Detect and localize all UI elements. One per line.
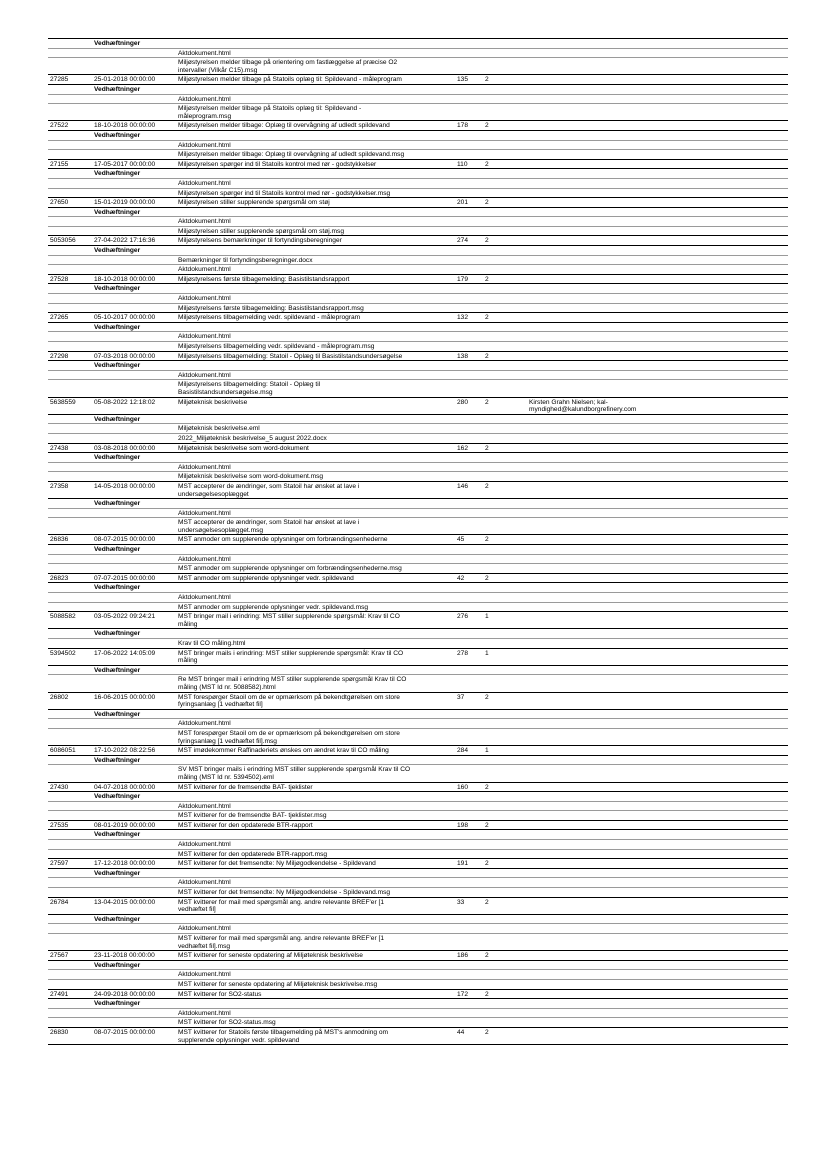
attachment-row	[48, 226, 788, 236]
document-number: 37	[457, 693, 465, 701]
attachment-filename: Miljøteknisk beskrivelse.eml	[178, 425, 260, 433]
attachments-label-row	[48, 791, 788, 801]
table-row	[48, 648, 788, 665]
document-date: 17-12-2018 00:00:00	[94, 860, 156, 868]
attachment-row	[48, 602, 788, 612]
attachment-row	[48, 563, 788, 573]
attachments-label: Vedhæftninger	[94, 546, 141, 554]
attachments-label: Vedhæftninger	[94, 961, 141, 969]
document-title: MST kvitterer for de fremsendte BAT- tjeklister	[178, 783, 313, 791]
attachment-row	[48, 764, 788, 781]
document-title: MST kvitterer for det fremsendte: Ny Miljøgodkendelse - Spildevand	[178, 860, 376, 868]
document-number: 162	[457, 444, 469, 452]
attachment-filename: Miljøteknisk beskrivelse som word-dokument.msg	[178, 473, 324, 481]
attachments-label: Vedhæftninger	[94, 584, 141, 592]
document-number: 132	[457, 314, 469, 322]
document-date: 13-04-2015 00:00:00	[94, 898, 156, 906]
attachments-label-row	[48, 665, 788, 675]
attachments-label: Vedhæftninger	[94, 1000, 141, 1008]
document-date: 07-07-2015 00:00:00	[94, 574, 156, 582]
document-id: 27491	[50, 990, 69, 998]
attachment-count: 2	[485, 860, 489, 868]
attachments-label-row	[48, 829, 788, 839]
document-id: 5053056	[50, 237, 76, 245]
attachment-row	[48, 57, 788, 74]
document-number: 138	[457, 352, 469, 360]
document-id: 27535	[50, 821, 69, 829]
attachment-count: 2	[485, 76, 489, 84]
attachment-filename: Aktdokument.html	[178, 509, 231, 517]
attachment-row	[48, 331, 788, 341]
attachment-row	[48, 103, 788, 120]
document-date: 23-11-2018 00:00:00	[94, 952, 155, 960]
attachment-filename: Aktdokument.html	[178, 95, 231, 103]
attachment-count: 2	[485, 536, 489, 544]
attachments-label-row	[48, 84, 788, 94]
attachments-label-row	[48, 998, 788, 1008]
attachments-label: Vedhæftninger	[94, 630, 141, 638]
document-title: MST bringer mails i erindring: MST stiller supplerende spørgsmål: Krav til CO måling	[178, 649, 404, 665]
attachment-count: 1	[485, 649, 489, 657]
attachment-filename: Krav til CO måling.html	[178, 640, 246, 647]
attachment-filename: MST forespørger Staoil om de er opmærksom på bekendtgørelsen om store fyringsanlæg [1 vedhæftet fil].msg	[178, 729, 400, 745]
attachment-count: 2	[485, 275, 489, 283]
attachment-filename: Aktdokument.html	[178, 141, 231, 149]
document-number: 135	[457, 76, 469, 84]
attachment-filename: Aktdokument.html	[178, 555, 231, 563]
attachment-count: 2	[485, 821, 489, 829]
table-row	[48, 443, 788, 453]
document-id: 26784	[50, 898, 69, 906]
document-number: 186	[457, 952, 469, 960]
document-id: 27155	[50, 160, 69, 168]
attachment-filename: Miljøstyrelsen stiller supplerende spørgsmål om støj.msg	[178, 227, 344, 235]
attachment-count: 2	[485, 693, 489, 701]
attachment-count: 2	[485, 952, 489, 960]
attachment-count: 1	[485, 747, 489, 755]
attachment-filename: Aktdokument.html	[178, 879, 231, 887]
attachments-label-row	[48, 582, 788, 592]
attachments-label: Vedhæftninger	[94, 666, 141, 674]
attachment-row	[48, 979, 788, 989]
attachment-row	[48, 801, 788, 811]
attachment-filename: Aktdokument.html	[178, 179, 231, 187]
document-id: 26823	[50, 574, 69, 582]
attachments-label: Vedhæftninger	[94, 500, 141, 508]
document-date: 04-07-2018 00:00:00	[94, 783, 156, 791]
attachment-row	[48, 188, 788, 198]
attachment-row	[48, 923, 788, 933]
attachment-count: 2	[485, 352, 489, 360]
attachment-row	[48, 839, 788, 849]
attachment-filename: Miljøstyrelsens første tilbagemelding: Basistilstandsrapport.msg	[178, 304, 364, 312]
document-id: 27265	[50, 314, 69, 322]
attachment-filename: MST kvitterer for den opdaterede BTR-rapport.msg	[178, 850, 328, 858]
document-number: 278	[457, 649, 469, 657]
attachment-row	[48, 94, 788, 104]
document-title: Miljøteknisk beskrivelse som word-dokument	[178, 444, 309, 452]
attachments-label: Vedhæftninger	[94, 323, 141, 331]
document-title: Miljøstyrelsen melder tilbage: Oplæg til overvågning af udledt spildevand	[178, 122, 390, 130]
attachment-filename: Aktdokument.html	[178, 295, 231, 303]
attachment-row	[48, 341, 788, 351]
document-date: 18-10-2018 00:00:00	[94, 122, 156, 130]
attachment-count: 2	[485, 160, 489, 168]
attachment-row	[48, 48, 788, 58]
document-date: 24-09-2018 00:00:00	[94, 990, 156, 998]
document-number: 179	[457, 275, 469, 283]
attachment-filename: Miljøstyrelsen melder tilbage: Oplæg til overvågning af udledt spildevand.msg	[178, 151, 405, 159]
attachment-filename: Aktdokument.html	[178, 594, 231, 602]
table-row	[48, 897, 788, 914]
attachment-row	[48, 471, 788, 481]
document-title: MST kvitterer for den opdaterede BTR-rapport	[178, 821, 313, 829]
attachment-row	[48, 508, 788, 518]
attachment-filename: MST anmoder om supplerende oplysninger om forbrændingsenhederne.msg	[178, 565, 402, 573]
attachment-filename: Aktdokument.html	[178, 720, 231, 728]
attachments-label: Vedhæftninger	[94, 793, 141, 801]
attachment-row	[48, 216, 788, 226]
attachment-row	[48, 178, 788, 188]
attachments-label: Vedhæftninger	[94, 362, 141, 370]
document-id: 5088582	[50, 613, 76, 621]
document-title: MST bringer mail i erindring: MST stiller supplerende spørgsmål: Krav til CO måling	[178, 613, 400, 628]
attachment-filename: Miljøstyrelsens tilbagemelding vedr. spildevand - måleprogram.msg	[178, 343, 375, 350]
attachment-row	[48, 264, 788, 274]
attachment-filename: Aktdokument.html	[178, 802, 231, 810]
table-row	[48, 989, 788, 999]
attachment-count: 1	[485, 613, 489, 621]
attachment-row	[48, 149, 788, 159]
attachment-filename: MST kvitterer for SO2-status.msg	[178, 1019, 276, 1027]
attachment-count: 2	[485, 990, 489, 998]
attachment-row	[48, 718, 788, 728]
document-number: 160	[457, 783, 469, 791]
attachment-filename: Bemærkninger til fortyndingsberegninger.docx	[178, 256, 313, 264]
document-number: 284	[457, 747, 469, 755]
table-row	[48, 692, 788, 709]
attachment-row	[48, 517, 788, 534]
attachment-count: 2	[485, 1028, 489, 1036]
document-title: Miljøstyrelsens tilbagemelding vedr. spildevand - måleprogram	[178, 314, 361, 322]
document-title: MST anmoder om supplerende oplysninger vedr. spildevand	[178, 574, 354, 582]
attachments-label-row	[48, 452, 788, 462]
attachment-filename: MST kvitterer for mail med spørgsmål ang. andre relevante BREF'er [1 vedhæftet fil].msg	[178, 935, 384, 950]
document-title: MST kvitterer for SO2-status	[178, 990, 262, 998]
document-date: 17-06-2022 14:05:09	[94, 649, 156, 657]
attachments-label: Vedhæftninger	[94, 40, 141, 47]
document-id: 6086051	[50, 747, 76, 755]
document-title: Miljøstyrelsen stiller supplerende spørgsmål om støj	[178, 199, 330, 207]
attachments-label: Vedhæftninger	[94, 454, 141, 462]
attachments-label-row	[48, 207, 788, 217]
document-date: 05-10-2017 00:00:00	[94, 314, 156, 322]
attachment-row	[48, 933, 788, 950]
attachments-label: Vedhæftninger	[94, 869, 141, 877]
attachment-filename: SV MST bringer mails i erindring MST stiller supplerende spørgsmål Krav til CO måling (MST Id nr. 5394502).eml	[178, 766, 411, 781]
attachments-label-row	[48, 322, 788, 332]
attachment-filename: Miljøstyrelsen melder tilbage på Statoils oplæg til: Spildevand - måleprogram.msg	[178, 105, 362, 120]
attachments-label-row	[48, 709, 788, 719]
attachment-filename: Aktdokument.html	[178, 266, 231, 274]
attachment-row	[48, 674, 788, 691]
attachment-count: 2	[485, 898, 489, 906]
document-number: 280	[457, 398, 469, 406]
document-title: MST accepterer de ændringer, som Statoil har ønsket at lave i undersøgelsesoplægget	[178, 482, 360, 498]
attachments-label: Vedhæftninger	[94, 285, 141, 293]
attachments-label-row	[48, 360, 788, 370]
table-row	[48, 397, 788, 414]
document-title: MST kvitterer for Statoils første tilbagemelding på MST's anmodning om supplerende oplysninger vedr. spildevand	[178, 1028, 389, 1044]
attachments-label: Vedhæftninger	[94, 710, 141, 718]
attachments-label: Vedhæftninger	[94, 170, 141, 178]
document-number: 172	[457, 990, 469, 998]
document-id: 27522	[50, 122, 69, 130]
document-title: MST kvitterer for seneste opdatering af Miljøteknisk beskrivelse	[178, 952, 363, 960]
attachment-count: 2	[485, 122, 489, 130]
table-row	[48, 820, 788, 830]
attachment-row	[48, 255, 788, 265]
attachment-filename: 2022_Miljøteknisk beskrivelse_5 august 2022.docx	[178, 434, 327, 442]
attachment-count: 2	[485, 398, 489, 406]
table-row	[48, 1027, 788, 1044]
attachment-filename: Aktdokument.html	[178, 841, 231, 849]
document-date: 07-03-2018 00:00:00	[94, 352, 156, 360]
document-id: 27528	[50, 275, 69, 283]
attachment-filename: Aktdokument.html	[178, 333, 231, 341]
document-date: 08-01-2019 00:00:00	[94, 821, 156, 829]
document-number: 178	[457, 122, 469, 130]
table-bottom-rule	[48, 1044, 788, 1045]
table-row	[48, 745, 788, 755]
table-row	[48, 312, 788, 322]
attachment-filename: Aktdokument.html	[178, 925, 231, 933]
attachments-label-row	[48, 544, 788, 554]
attachment-filename: Miljøstyrelsens tilbagemelding: Statoil - Oplæg til Basistilstandsundersøgelse.msg	[178, 381, 321, 396]
attachments-label: Vedhæftninger	[94, 208, 141, 216]
document-table	[48, 38, 788, 1045]
attachment-filename: MST kvitterer for seneste opdatering af Miljøteknisk beskrivelse.msg	[178, 980, 378, 988]
attachment-count: 2	[485, 314, 489, 322]
attachments-label: Vedhæftninger	[94, 415, 141, 423]
document-sender: Kirsten Grahn Nielsen; kal- myndighed@kalundborgrefinery.com	[529, 398, 637, 414]
document-date: 25-01-2018 00:00:00	[94, 76, 156, 84]
table-row	[48, 611, 788, 628]
table-row	[48, 235, 788, 245]
document-id: 26802	[50, 693, 69, 701]
attachment-filename: Aktdokument.html	[178, 463, 231, 471]
document-title: Miljøstyrelsen melder tilbage på Statoils oplæg til: Spildevand - måleprogram	[178, 76, 402, 84]
attachments-label-row	[48, 914, 788, 924]
document-title: Miljøstyrelsens tilbagemelding: Statoil - Oplæg til Basistilstandsundersøgelse	[178, 352, 403, 360]
document-number: 45	[457, 536, 465, 544]
attachment-row	[48, 969, 788, 979]
attachments-label-row	[48, 38, 788, 48]
attachment-row	[48, 877, 788, 887]
attachments-label-row	[48, 868, 788, 878]
attachments-label-row	[48, 414, 788, 424]
document-number: 44	[457, 1028, 465, 1036]
attachment-count: 2	[485, 444, 489, 452]
attachment-filename: Aktdokument.html	[178, 218, 231, 226]
attachment-count: 2	[485, 783, 489, 791]
document-date: 03-08-2018 00:00:00	[94, 444, 156, 452]
attachments-label-row	[48, 130, 788, 140]
attachment-row	[48, 293, 788, 303]
document-title: MST anmoder om supplerende oplysninger om forbrændingsenhederne	[178, 536, 388, 544]
document-number: 146	[457, 482, 469, 490]
document-title: Miljøstyrelsens første tilbagemelding: Basistilstandsrapport	[178, 275, 350, 283]
document-title: MST imødekommer Raffinaderiets ønskes om ændret krav til CO måling	[178, 747, 389, 755]
attachment-filename: Aktdokument.html	[178, 49, 231, 57]
document-date: 18-10-2018 00:00:00	[94, 275, 156, 283]
document-id: 27285	[50, 76, 69, 84]
attachment-count: 2	[485, 199, 489, 207]
document-title: Miljøstyrelsens bemærkninger til fortyndingsberegninger	[178, 237, 342, 245]
document-id: 26836	[50, 536, 69, 544]
document-id: 27597	[50, 860, 69, 868]
document-date: 03-05-2022 09:24:21	[94, 613, 156, 621]
attachment-row	[48, 379, 788, 396]
attachment-row	[48, 140, 788, 150]
attachment-row	[48, 370, 788, 380]
attachment-filename: Aktdokument.html	[178, 1009, 231, 1017]
document-title: Miljøstyrelsen spørger ind til Statoils kontrol med rør - godstykkelser	[178, 160, 377, 168]
table-row	[48, 573, 788, 583]
attachment-row	[48, 554, 788, 564]
table-row	[48, 858, 788, 868]
table-row	[48, 782, 788, 792]
document-number: 276	[457, 613, 469, 621]
document-title: MST forespørger Staoil om de er opmærksom på bekendtgørelsen om store fyringsanlæg [1 vedhæftet fil]	[178, 693, 400, 709]
attachments-label-row	[48, 498, 788, 508]
attachment-filename: MST kvitterer for det fremsendte: Ny Miljøgodkendelse - Spildevand.msg	[178, 889, 391, 897]
attachments-label-row	[48, 245, 788, 255]
table-row	[48, 481, 788, 498]
attachment-row	[48, 462, 788, 472]
attachment-row	[48, 887, 788, 897]
document-number: 198	[457, 821, 469, 829]
attachments-label: Vedhæftninger	[94, 247, 141, 255]
document-date: 14-05-2018 00:00:00	[94, 482, 156, 490]
document-date: 15-01-2019 00:00:00	[94, 199, 156, 207]
attachment-count: 2	[485, 482, 489, 490]
document-id: 26830	[50, 1028, 69, 1036]
attachments-label: Vedhæftninger	[94, 915, 141, 923]
table-row	[48, 534, 788, 544]
document-number: 274	[457, 237, 469, 245]
document-date: 17-05-2017 00:00:00	[94, 160, 156, 168]
document-id: 27430	[50, 783, 69, 791]
document-number: 33	[457, 898, 465, 906]
table-row	[48, 274, 788, 284]
document-id: 5638559	[50, 398, 76, 406]
attachment-filename: Re MST bringer mail i erindring MST stiller supplerende spørgsmål Krav til CO måling (MST Id nr. 5088582).html	[178, 676, 407, 691]
attachment-filename: MST accepterer de ændringer, som Statoil har ønsket at lave i undersøgelsesoplægget.msg	[178, 519, 360, 534]
document-id: 5394502	[50, 649, 76, 657]
table-row	[48, 159, 788, 169]
attachment-row	[48, 592, 788, 602]
document-date: 05-08-2022 12:18:02	[94, 398, 156, 406]
attachments-label: Vedhæftninger	[94, 756, 141, 764]
attachment-row	[48, 433, 788, 443]
attachments-label-row	[48, 628, 788, 638]
attachments-label: Vedhæftninger	[94, 85, 141, 93]
document-number: 201	[457, 199, 469, 207]
attachment-row	[48, 728, 788, 745]
attachment-filename: Aktdokument.html	[178, 371, 231, 379]
table-row	[48, 74, 788, 84]
attachment-filename: MST anmoder om supplerende oplysninger vedr. spildevand.msg	[178, 603, 369, 611]
attachment-row	[48, 810, 788, 820]
document-id: 27358	[50, 482, 69, 490]
attachments-label-row	[48, 168, 788, 178]
attachments-label-row	[48, 960, 788, 970]
attachment-count: 2	[485, 237, 489, 245]
attachment-filename: MST kvitterer for de fremsendte BAT- tjeklister.msg	[178, 812, 327, 820]
attachment-filename: Aktdokument.html	[178, 971, 231, 979]
attachments-label: Vedhæftninger	[94, 131, 141, 139]
document-number: 42	[457, 574, 465, 582]
document-date: 08-07-2015 00:00:00	[94, 536, 156, 544]
table-row	[48, 197, 788, 207]
document-date: 16-06-2015 00:00:00	[94, 693, 156, 701]
attachments-label-row	[48, 755, 788, 765]
document-id: 27567	[50, 952, 69, 960]
document-id: 27438	[50, 444, 69, 452]
document-id: 27650	[50, 199, 69, 207]
document-title: Miljøteknisk beskrivelse	[178, 398, 248, 406]
attachment-filename: Miljøstyrelsen spørger ind til Statoils kontrol med rør - godstykkelser.msg	[178, 189, 391, 197]
attachment-row	[48, 638, 788, 648]
document-date: 08-07-2015 00:00:00	[94, 1028, 156, 1036]
attachment-row	[48, 1008, 788, 1018]
document-number: 110	[457, 160, 468, 168]
table-row	[48, 351, 788, 361]
attachment-filename: Miljøstyrelsen melder tilbage på orientering om fastlæggelse af præcise O2 intervaller (Vilkår C15).msg	[178, 59, 398, 74]
table-row	[48, 950, 788, 960]
attachments-label-row	[48, 283, 788, 293]
attachment-row	[48, 303, 788, 313]
document-title: MST kvitterer for mail med spørgsmål ang. andre relevante BREF'er [1 vedhæftet fil]	[178, 898, 384, 914]
document-id: 27298	[50, 352, 69, 360]
attachment-count: 2	[485, 574, 489, 582]
document-number: 191	[457, 860, 469, 868]
attachment-row	[48, 1017, 788, 1027]
document-date: 27-04-2022 17:16:36	[94, 237, 156, 245]
attachment-row	[48, 849, 788, 859]
table-row	[48, 120, 788, 130]
attachment-row	[48, 423, 788, 433]
document-date: 17-10-2022 08:22:56	[94, 747, 156, 755]
attachments-label: Vedhæftninger	[94, 831, 141, 839]
